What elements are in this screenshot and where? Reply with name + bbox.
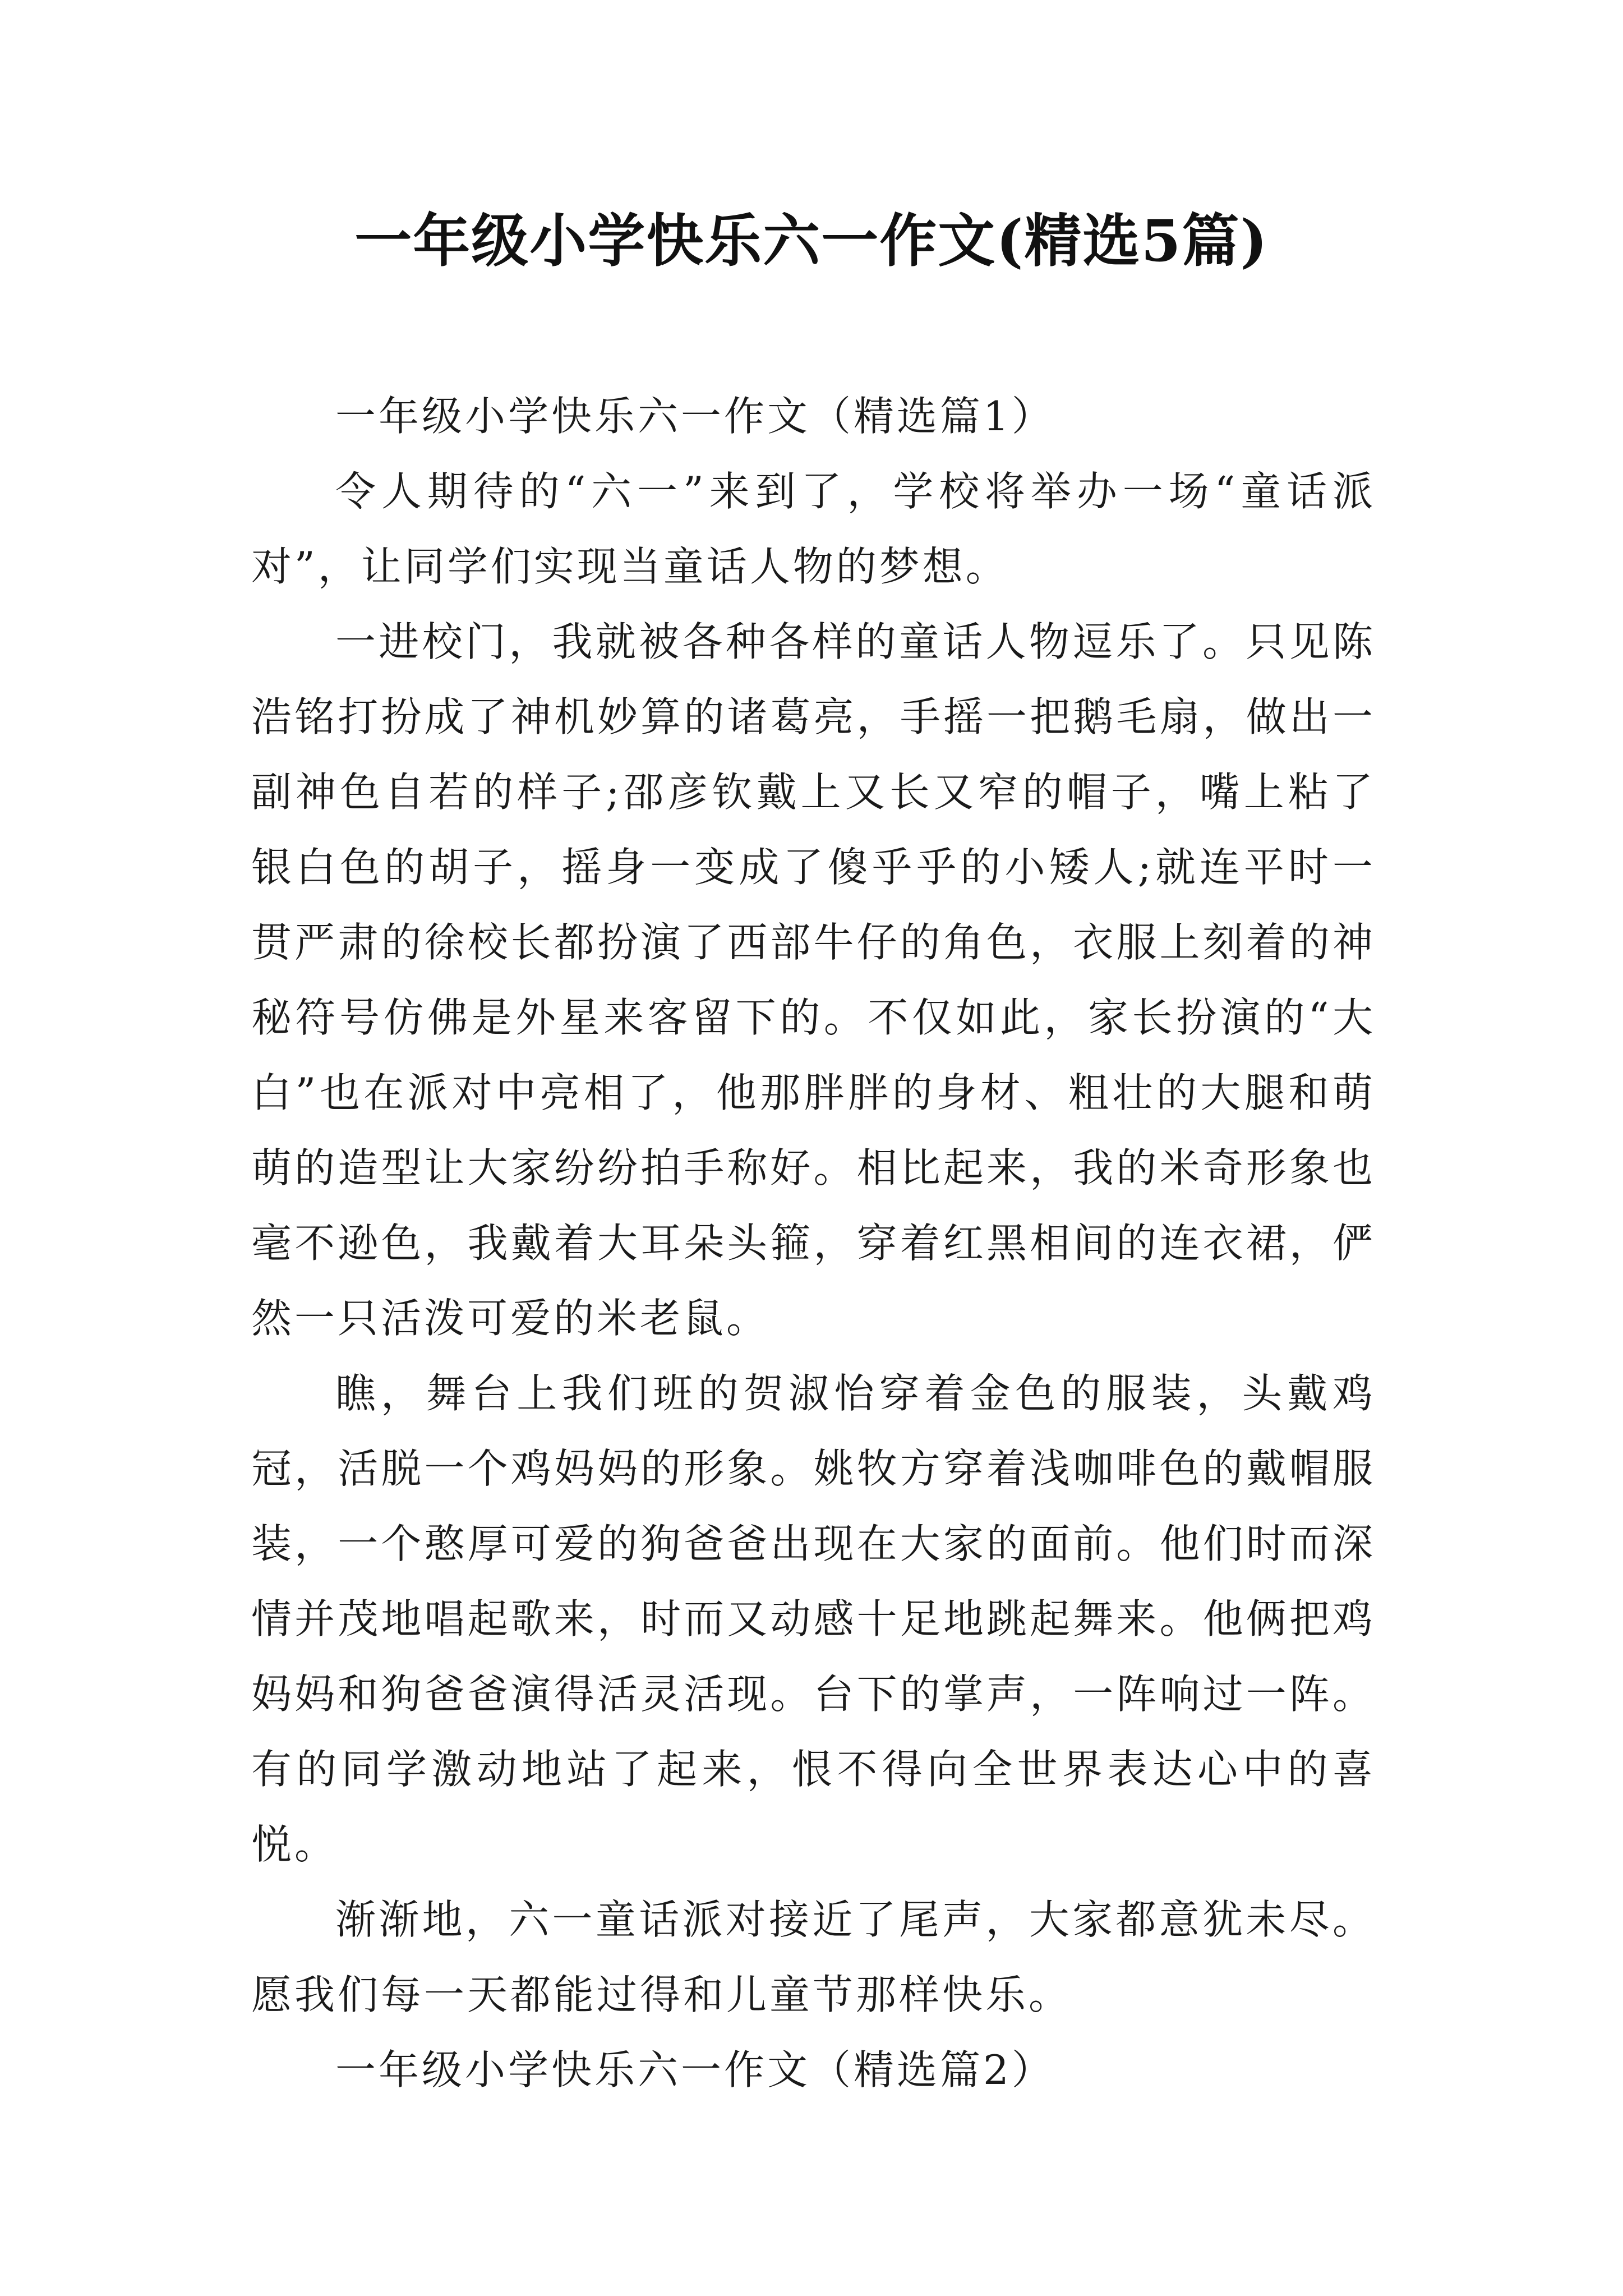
paragraph-ending: 渐渐地，六一童话派对接近了尾声，大家都意犹未尽。愿我们每一天都能过得和儿童节那样快乐。 <box>251 1896 1376 2018</box>
paragraph-costumes: 一进校门，我就被各种各样的童话人物逗乐了。只见陈浩铭打扮成了神机妙算的诸葛亮，手摇一把鹅毛扇，做出一副神色自若的样子;邵彦钦戴上又长又窄的帽子，嘴上粘了银白色的胡子，摇身一变成了傻乎乎的小矮人;就连平时一贯严肃的徐校长都扮演了西部牛仔的角色，衣服上刻着的神秘符号仿佛是外星来客留下的。不仅如此，家长扮演的“大白”也在派对中亮相了，他那胖胖的身材、粗壮的大腿和萌萌的造型让大家纷纷拍手称好。相比起来，我的米奇形象也毫不逊色，我戴着大耳朵头箍，穿着红黑相间的连衣裙，俨然一只活泼可爱的米老鼠。 <box>251 618 1376 1342</box>
paragraph-stage: 瞧，舞台上我们班的贺淑怡穿着金色的服装，头戴鸡冠，活脱一个鸡妈妈的形象。姚牧方穿着浅咖啡色的戴帽服装，一个憨厚可爱的狗爸爸出现在大家的面前。他们时而深情并茂地唱起歌来，时而又动感十足地跳起舞来。他俩把鸡妈妈和狗爸爸演得活灵活现。台下的掌声，一阵响过一阵。有的同学激动地站了起来，恨不得向全世界表达心中的喜悦。 <box>251 1370 1376 1868</box>
section-heading-2: 一年级小学快乐六一作文（精选篇2） <box>335 2046 1055 2093</box>
paragraph-intro: 令人期待的“六一”来到了，学校将举办一场“童话派对”，让同学们实现当童话人物的梦想。 <box>251 468 1376 590</box>
document-title: 一年级小学快乐六一作文(精选5篇) <box>354 208 1269 275</box>
section-heading-1: 一年级小学快乐六一作文（精选篇1） <box>335 393 1055 440</box>
document-body <box>251 379 1376 2108</box>
